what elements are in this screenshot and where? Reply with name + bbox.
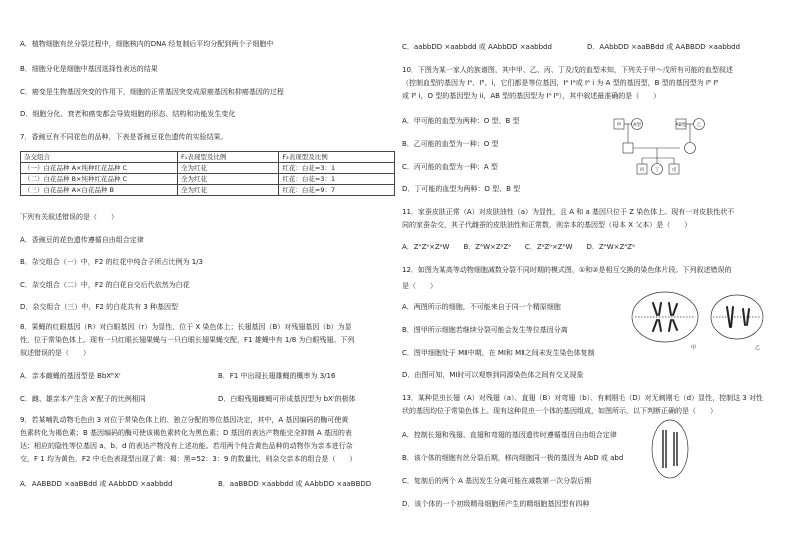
q11-stem-line1: 11．家蚕皮肤正常（A）对皮肤油性（a）为显性，且 A 和 a 基因只位于 Z 染色体上。现有一对皮肤性状不 <box>402 208 735 216</box>
q9-option-c: C．aabbDD ×aabbdd 或 AAbbDD ×aabbdd <box>402 43 552 51</box>
q12-option-b: B．图甲所示细胞若继续分裂可能会发生等位基因分离 <box>402 326 568 334</box>
table-row <box>21 174 395 185</box>
meiosis-cells-figure <box>627 289 777 351</box>
cross-results-table <box>20 151 395 196</box>
chromosome <box>669 320 671 331</box>
q7-option-d: D．杂交组合（三）中，F2 的白花共有 3 种基因型 <box>20 303 178 311</box>
q7-ask: 下列有关叙述错误的是（ ） <box>20 213 118 221</box>
pedigree-label: 戊 <box>671 168 677 173</box>
q13-stem-line2: 状的基因均位于常染色体上。现有这种昆虫一个体的基因组成，如图所示，以下判断正确的是（ ） <box>402 407 717 415</box>
chromosome <box>747 309 749 325</box>
q9-stem-line3: 达；相应的隐性等位基因 a、b、d 的表达产物没有上述功能。若用两个纯合黄色品种的动物作为亲本进行杂 <box>20 442 353 450</box>
pedigree-label: 乙 <box>696 123 702 128</box>
table-cell: 全为红花 <box>178 185 279 196</box>
table-cell: 红花：白花=3：1 <box>279 174 395 185</box>
q8-stem-line1: 8．果蝇的红眼基因（R）对白眼基因（r）为显性，位于 X 染色体上；长翅基因（B）对残翅基因（b）为显 <box>20 323 352 331</box>
q8-option-c: C．雌、雄亲本产生含 Xʳ配子的比例相同 <box>20 395 146 403</box>
pedigree-female <box>685 143 696 154</box>
pedigree-male <box>623 143 633 153</box>
pedigree-label: AB型 <box>675 123 687 128</box>
q11-stem-line2: 同的家蚕杂交，其子代雌蚕的皮肤油性和正常数，则亲本的基因型（母本 X 父本）是（ ） <box>402 221 692 229</box>
table-row <box>21 185 395 196</box>
q9-stem-line4: 交，F 1 均为黄色，F2 中毛色表现型出现了黄：褐：黑=52：3：9 的数量比，则杂交亲本的组合是（ ） <box>20 455 357 463</box>
q7-stem: 7．香豌豆有不同花色的品种，下表是香豌豆花色遗传的实验结果。 <box>20 133 228 141</box>
chromosome <box>743 309 745 325</box>
q7-option-c: C．杂交组合（二）中，F2 的白花自交后代依然为白花 <box>20 281 190 289</box>
q12-option-a: A．两图所示的细胞，不可能来自于同一个精原细胞 <box>402 303 561 311</box>
cell-outline <box>652 420 688 478</box>
figure-label: 甲 <box>691 345 697 351</box>
q13-option-a: A．控制长翅和残翅、直翅和弯翅的基因遗传时遵循基因自由组合定律 <box>402 431 617 439</box>
chromosome <box>659 320 661 331</box>
q10-option-a: A．甲可能的血型为两种：O 型、B 型 <box>402 117 520 125</box>
q6-option-c: C．癌变是生物基因突变的作用下，细胞的正常基因突变成原癌基因和抑癌基因的过程 <box>20 88 284 96</box>
q13-stem-line1: 13．某种昆虫长翅（A）对残翅（a）、直翅（B）对弯翅（b）、有刺刚毛（D）对无刺刚毛（d）显性，控制这 3 对性 <box>402 394 763 402</box>
pedigree-diagram <box>612 116 722 178</box>
table-cell: （三）白花品种 A×白花品种 B <box>21 185 178 196</box>
table-cell: 红花：白花=9：7 <box>279 185 395 196</box>
q9-option-b: B．aaBBDD ×aabbdd 或 AAbbDD ×aaBBDD <box>218 480 372 488</box>
table-header: 杂交组合 <box>21 152 178 163</box>
pedigree-label: 丁 <box>654 168 660 173</box>
q10-stem-line1: 10．下图为某一家人的族谱图，其中甲、乙、丙、丁及戊的血型未知，下列关于甲～戊所有可能的血型叙述 <box>402 66 733 74</box>
q13-option-c: C．复制后的两个 A 基因发生分离可能在减数第一次分裂后期 <box>402 477 592 485</box>
chromosome <box>669 303 671 315</box>
q12-option-d: D．由图可知，MⅠ时可以观察到同源染色体之间有交叉现象 <box>402 371 584 379</box>
pedigree-label: A型 <box>633 123 641 128</box>
chromosome <box>673 304 677 315</box>
gene-cell-figure <box>650 418 690 480</box>
chromosome <box>731 307 733 327</box>
q6-option-b: B．细胞分化是细胞中基因选择性表达的结果 <box>20 65 158 73</box>
table-header: F₂表现型及比例 <box>279 152 395 163</box>
table-cell: 全为红花 <box>178 174 279 185</box>
chromosome <box>653 320 657 331</box>
figure-label: 乙 <box>755 345 761 351</box>
q8-option-b: B．F1 中出现长翅雄蝇的概率为 3/16 <box>218 372 336 380</box>
q6-option-a: A．植物细胞有丝分裂过程中，细胞核内的DNA 经复制后平均分配到两个子细胞中 <box>20 40 274 48</box>
table-row <box>21 163 395 174</box>
q9-option-d: D．AAbbDD ×aaBBdd 或 AABBDD ×aabbdd <box>587 43 741 51</box>
q9-stem-line1: 9．若某哺乳动物毛色由 3 对位于常染色体上的、独立分配的等位基因决定，其中，A 基因编码的酶可使黄 <box>20 416 349 424</box>
q10-stem-line3: 或 Iᴮ i，O 型的基因型为 ii，AB 型的基因型为 Iᴬ Iᴮ），其中叙述最准确的是（ ） <box>402 92 661 100</box>
q13-option-b: B．该个体的细胞有丝分裂后期，移向细胞同一极的基因为 AbD 或 abd <box>402 454 624 462</box>
q10-option-b: B．乙可能的血型为一种：O 型 <box>402 140 499 148</box>
q7-option-b: B．杂交组合（一）中，F2 的红花中纯合子所占比例为 1/3 <box>20 258 203 266</box>
chromosome <box>727 307 730 327</box>
q10-option-d: D．丁可能的血型为两种：O 型、B 型 <box>402 185 521 193</box>
q10-stem-line2: （控制血型的基因为 Iᴬ、Iᴮ、i，它们都是等位基因，Iᴬ Iᴬ或 Iᴬ i 为 A 型的基因型，B 型的基因型为 Iᴮ Iᴮ <box>402 79 719 87</box>
chromosome <box>653 303 657 315</box>
q8-option-a: A．亲本雌蝇的基因型是 BbXᴿXʳ <box>20 372 121 380</box>
pedigree-label: 丙 <box>639 168 645 173</box>
pedigree-label: 甲 <box>616 123 622 128</box>
q12-stem-line1: 12．如图为某高等动物细胞减数分裂不同时期的模式图，①和②是相互交换的染色体片段。下列叙述错误的 <box>402 266 732 274</box>
q9-stem-line2: 色素转化为褐色素；B 基因编码的酶可使该褐色素转化为黑色素；D 基因的表达产物能完全抑制 A 基因的表 <box>20 429 352 437</box>
q7-option-a: A．香豌豆的花色遗传遵循自由组合定律 <box>20 236 144 244</box>
chromosome <box>673 320 677 330</box>
q9-option-a: A．AABBDD ×aaBBdd 或 AAbbDD ×aabbdd <box>20 480 173 488</box>
q8-option-d: D．白眼残翅雌蝇可形成基因型为 bXʳ的极体 <box>218 395 356 403</box>
table-cell: 红花：白花=3：1 <box>279 163 395 174</box>
table-header-row <box>21 152 395 163</box>
q12-stem-line2: 是（ ） <box>402 282 437 290</box>
q12-option-c: C．图甲细胞处于 MⅡ中期，在 MⅠ和 MⅡ之间未发生染色体复制 <box>402 349 595 357</box>
table-header: F₁表现型及比例 <box>178 152 279 163</box>
table-cell: （二）白花品种 B×纯种红花品种 C <box>21 174 178 185</box>
table-cell: 全为红花 <box>178 163 279 174</box>
table-cell: （一）白花品种 A×纯种红花品种 C <box>21 163 178 174</box>
q8-stem-line3: 叙述错误的是（ ） <box>20 349 90 357</box>
q8-stem-line2: 性，位于常染色体上。现有一只红眼长翅果蝇与一只白眼长翅果蝇交配，F1 雄蝇中有 1/8 为白眼残翅。下列 <box>20 336 355 344</box>
q13-option-d: D．该个体的一个初级精母细胞所产生的精细胞基因型有四种 <box>402 500 590 508</box>
q6-option-d: D．细胞分化、衰老和癌变都会导致细胞的形态、结构和功能发生变化 <box>20 110 236 118</box>
chromosome <box>659 303 661 315</box>
q10-option-c: C．丙可能的血型为一种：A 型 <box>402 163 498 171</box>
q11-options: A．ZᴬZᵃ×ZᵃW B．ZᴬW×ZᵃZᵃ C．ZᵃZᵃ×ZᴬW D．ZᴬW×ZᴬZᵃ <box>402 243 635 251</box>
